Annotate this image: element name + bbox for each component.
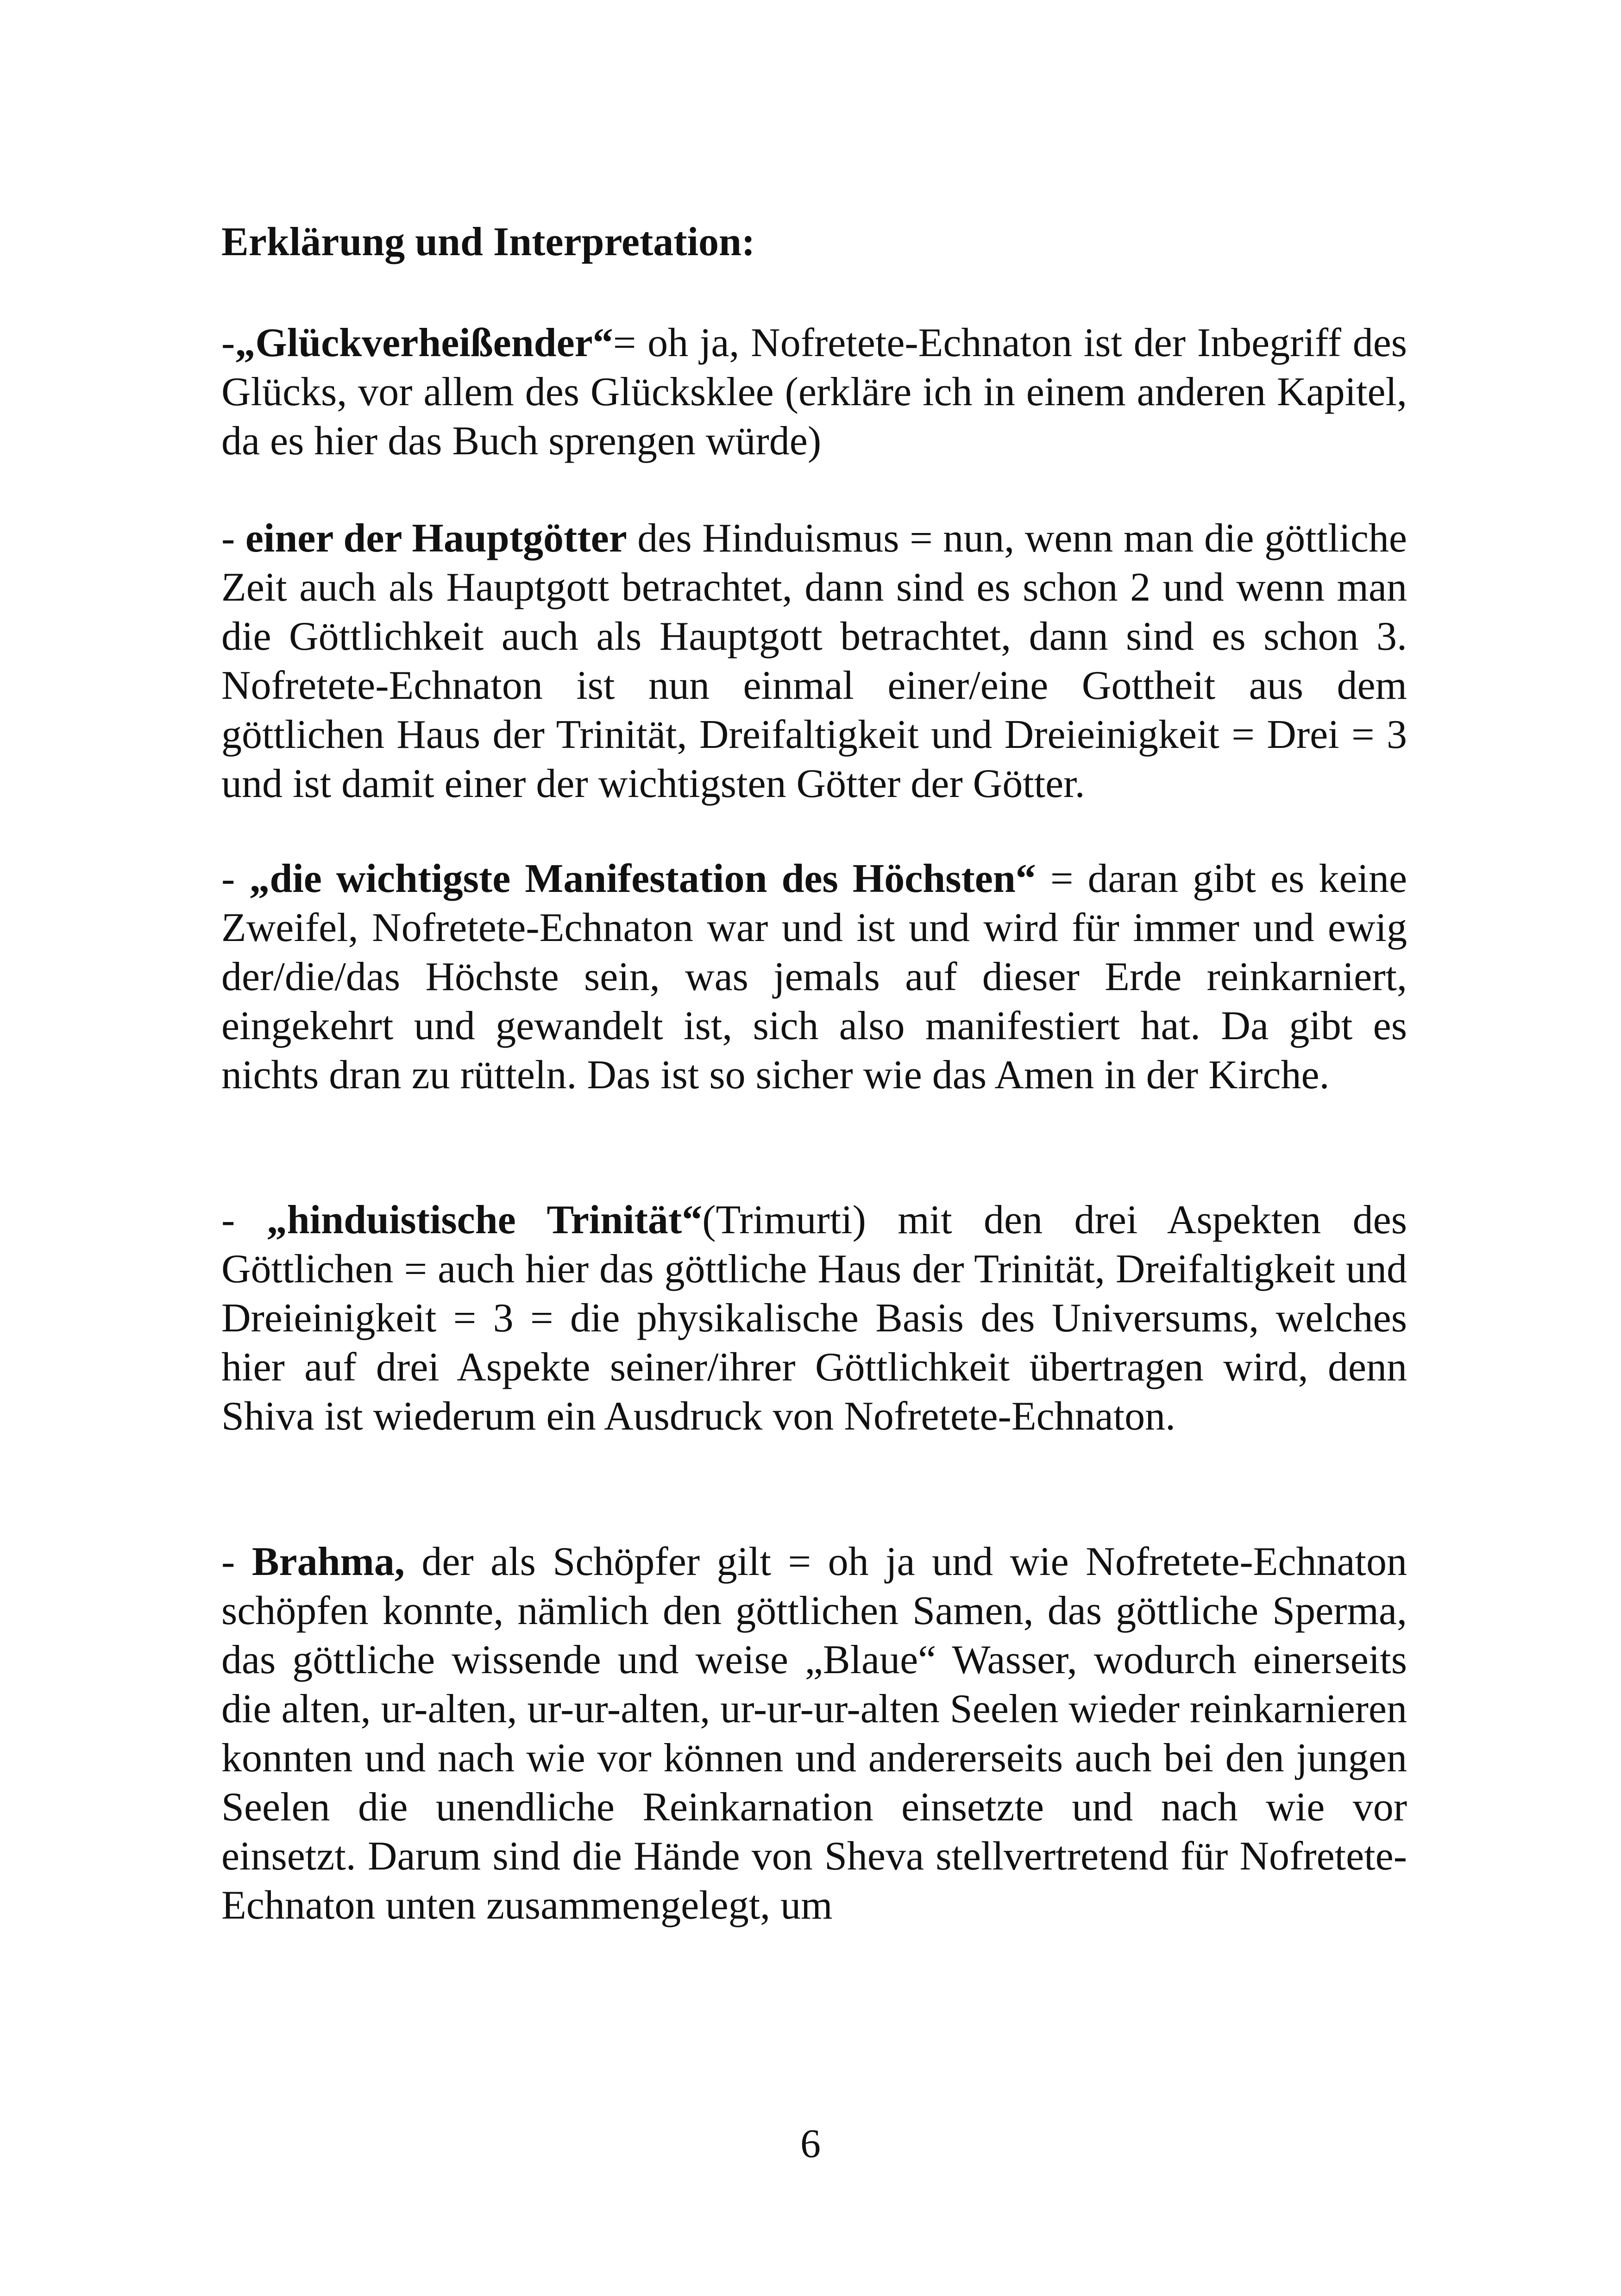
paragraph-text: (Trimurti) mit den drei Aspekten des Göttlichen = auch hier das göttliche Haus der Trinität, Dreifaltigkeit und Dreieinigkeit = 3 = die physikalische Basis des Universums, welches hier auf drei Aspekte seiner/ihrer Göttlichkeit übertragen wird, denn Shiva ist wiederum ein Ausdruck von Nofretete-Echnaton. — [221, 1198, 1407, 1439]
paragraph-lead: - — [221, 1198, 267, 1242]
paragraph-lead: - — [221, 320, 235, 365]
paragraph-glueckverheissender — [221, 319, 1407, 466]
section-heading: Erklärung und Interpretation: — [221, 220, 755, 264]
paragraph-text: = oh ja, Nofretete-Echnaton ist der Inbegriff des Glücks, vor allem des Glücksklee (erkläre ich in einem anderen Kapitel, da es hier das Buch sprengen würde) — [221, 320, 1407, 464]
paragraph-term: „hinduistische Trinität“ — [266, 1198, 703, 1242]
paragraph-lead: - — [221, 856, 250, 901]
paragraph-trinitaet — [221, 1196, 1407, 1441]
paragraph-term: „die wichtigste Manifestation des Höchsten“ — [249, 856, 1036, 901]
paragraph-brahma — [221, 1537, 1407, 1930]
paragraph-manifestation — [221, 854, 1407, 1100]
paragraph-term: Brahma, — [251, 1539, 405, 1584]
paragraph-term: „Glückverheißender“ — [235, 320, 613, 365]
page-number: 6 — [800, 2121, 821, 2166]
paragraph-lead: - — [221, 1539, 252, 1584]
paragraph-hauptgoetter — [221, 514, 1407, 809]
paragraph-text: = daran gibt es keine Zweifel, Nofretete-Echnaton war und ist und wird für immer und ewig der/die/das Höchste sein, was jemals auf dieser Erde reinkarniert, eingekehrt und gewandelt ist, sich also manifestiert hat. Da gibt es nichts dran zu rütteln. Das ist so sicher wie das Amen in der Kirche. — [221, 856, 1407, 1098]
paragraph-text: der als Schöpfer gilt = oh ja und wie Nofretete-Echnaton schöpfen konnte, nämlich den göttlichen Samen, das göttliche Sperma, das göttliche wissende und weise „Blaue“ Wasser, wodurch einerseits die alten, ur-alten, ur-ur-alten, ur-ur-ur-alten Seelen wieder reinkarnieren konnten und nach wie vor können und andererseits auch bei den jungen Seelen die unendliche Reinkarnation einsetzte und nach wie vor einsetzt. Darum sind die Hände von Sheva stellvertretend für Nofretete-Echnaton unten zusammengelegt, um — [221, 1539, 1407, 1928]
paragraph-lead: - — [221, 516, 245, 561]
paragraph-text: des Hinduismus = nun, wenn man die göttliche Zeit auch als Hauptgott betrachtet, dann sind es schon 2 und wenn man die Göttlichkeit auch als Hauptgott betrachtet, dann sind es schon 3. Nofretete-Echnaton ist nun einmal einer/eine Gottheit aus dem göttlichen Haus der Trinität, Dreifaltigkeit und Dreieinigkeit = Drei = 3 und ist damit einer der wichtigsten Götter der Götter. — [221, 516, 1407, 806]
paragraph-term: einer der Hauptgötter — [245, 516, 627, 561]
